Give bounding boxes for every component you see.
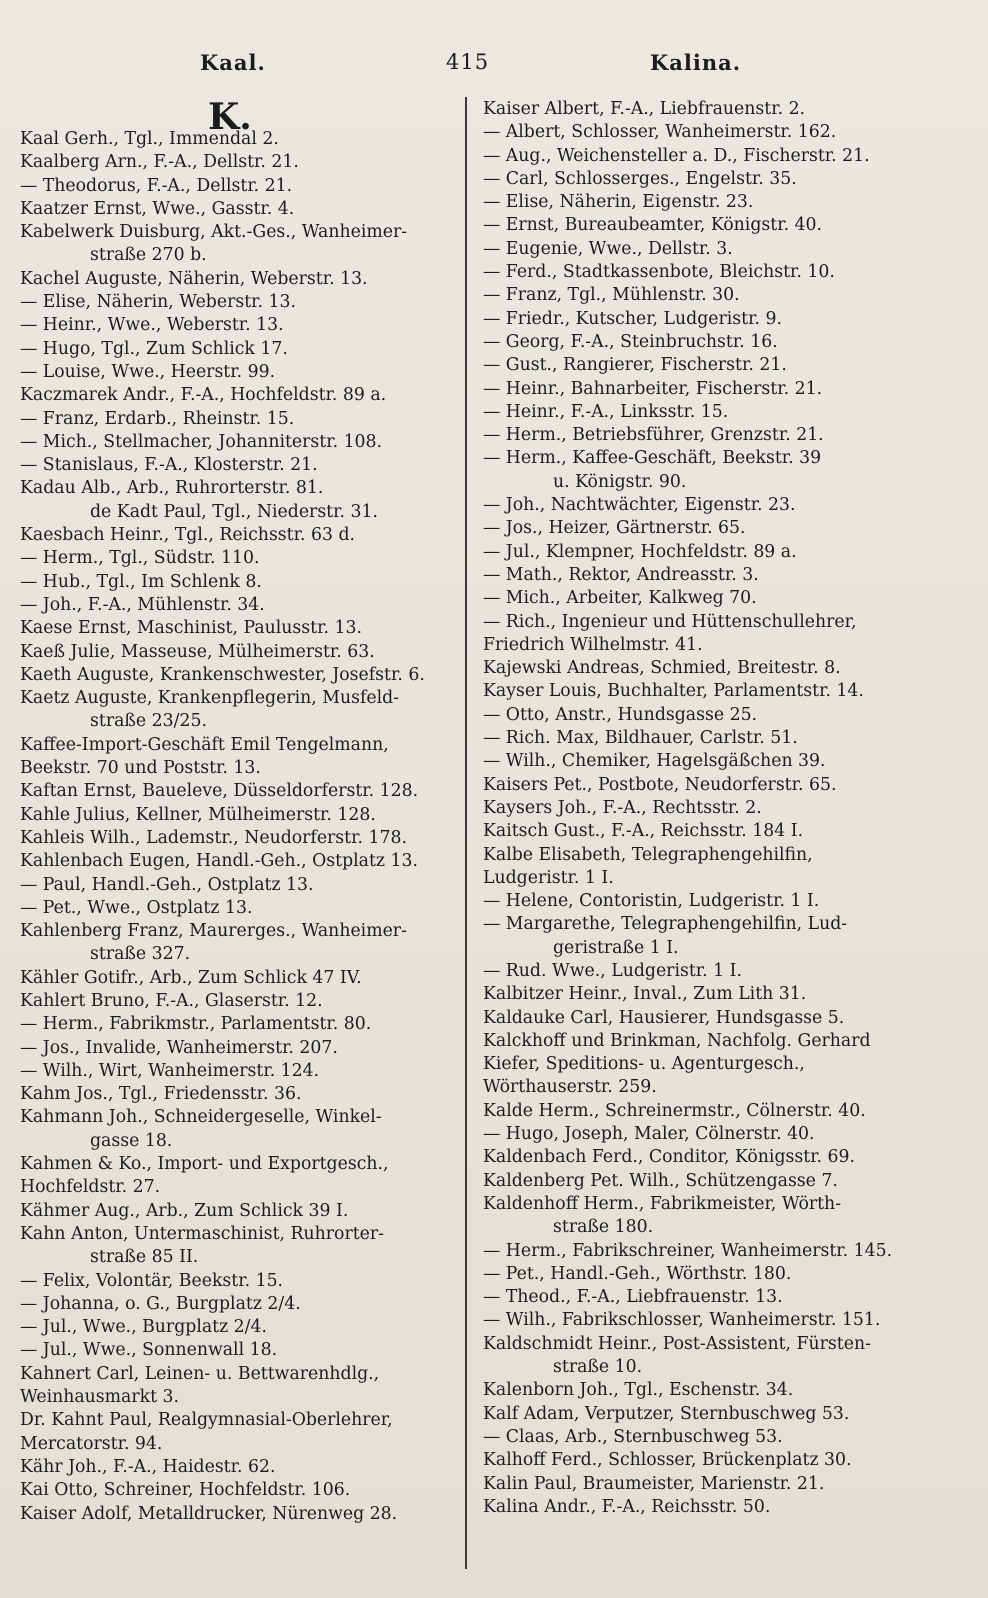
directory-line: — Gust., Rangierer, Fischerstr. 21. [483, 355, 787, 376]
directory-line: — Jos., Heizer, Gärtnerstr. 65. [483, 518, 746, 539]
directory-line: Kachel Auguste, Näherin, Weberstr. 13. [20, 268, 368, 289]
directory-line: u. Königstr. 90. [553, 471, 687, 492]
directory-line: — Felix, Volontär, Beekstr. 15. [20, 1270, 284, 1291]
directory-line: — Heinr., F.-A., Linksstr. 15. [483, 401, 729, 422]
directory-line: Kahn Anton, Untermaschinist, Ruhrorter- [20, 1223, 384, 1244]
directory-line: Kaffee-Import-Geschäft Emil Tengelmann, [20, 734, 389, 755]
directory-line: Wörthauserstr. 259. [483, 1077, 657, 1098]
directory-line: — Mich., Stellmacher, Johanniterstr. 108. [20, 431, 383, 452]
directory-line: Kalf Adam, Verputzer, Sternbuschweg 53. [483, 1403, 850, 1424]
directory-line: — Herm., Kaffee-Geschäft, Beekstr. 39 [483, 448, 822, 469]
right-column [483, 98, 969, 1519]
directory-line: Kaeth Auguste, Krankenschwester, Josefstr. 6. [20, 664, 425, 685]
directory-line: — Elise, Näherin, Weberstr. 13. [20, 292, 296, 313]
directory-line: — Albert, Schlosser, Wanheimerstr. 162. [483, 122, 837, 143]
directory-line: Kalin Paul, Braumeister, Marienstr. 21. [483, 1473, 825, 1494]
column-divider [465, 97, 467, 1569]
directory-line: Dr. Kahnt Paul, Realgymnasial-Oberlehrer, [20, 1410, 393, 1431]
directory-line: Kaesbach Heinr., Tgl., Reichsstr. 63 d. [20, 525, 356, 546]
directory-line: Weinhausmarkt 3. [20, 1387, 180, 1408]
directory-line: — Ferd., Stadtkassenbote, Bleichstr. 10. [483, 262, 835, 283]
directory-line: straße 270 b. [90, 245, 207, 266]
directory-line: straße 180. [553, 1217, 654, 1238]
directory-line: Kaisers Pet., Postbote, Neudorferstr. 65. [483, 774, 837, 795]
directory-line: — Rich. Max, Bildhauer, Carlstr. 51. [483, 728, 798, 749]
directory-line: Kalckhoff und Brinkman, Nachfolg. Gerhard [483, 1030, 871, 1051]
directory-line: — Paul, Handl.-Geh., Ostplatz 13. [20, 874, 314, 895]
directory-line: Kahlenberg Franz, Maurerges., Wanheimer- [20, 921, 407, 942]
directory-line: — Franz, Erdarb., Rheinstr. 15. [20, 408, 295, 429]
directory-line: — Pet., Handl.-Geh., Wörthstr. 180. [483, 1263, 792, 1284]
directory-line: gasse 18. [90, 1130, 173, 1151]
directory-line: — Friedr., Kutscher, Ludgeristr. 9. [483, 308, 782, 329]
directory-line: Kalbe Elisabeth, Telegraphengehilfin, [483, 844, 813, 865]
directory-line: — Jul., Wwe., Sonnenwall 18. [20, 1340, 278, 1361]
directory-line: Kadau Alb., Arb., Ruhrorterstr. 81. [20, 478, 324, 499]
directory-line: Kähmer Aug., Arb., Zum Schlick 39 I. [20, 1200, 349, 1221]
directory-line: Friedrich Wilhelmstr. 41. [483, 634, 703, 655]
directory-line: — Hugo, Joseph, Maler, Cölnerstr. 40. [483, 1124, 815, 1145]
directory-line: — Heinr., Wwe., Weberstr. 13. [20, 315, 284, 336]
directory-line: — Jul., Wwe., Burgplatz 2/4. [20, 1317, 267, 1338]
directory-line: — Jos., Invalide, Wanheimerstr. 207. [20, 1037, 338, 1058]
directory-line: Kahlenbach Eugen, Handl.-Geh., Ostplatz 13. [20, 851, 419, 872]
directory-line: — Pet., Wwe., Ostplatz 13. [20, 897, 253, 918]
directory-line: — Heinr., Bahnarbeiter, Fischerstr. 21. [483, 378, 823, 399]
directory-line: — Wilh., Wirt, Wanheimerstr. 124. [20, 1060, 320, 1081]
directory-line: Kaetz Auguste, Krankenpflegerin, Musfeld- [20, 688, 399, 709]
directory-line: Kiefer, Speditions- u. Agenturgesch., [483, 1054, 805, 1075]
directory-line: Kahnert Carl, Leinen- u. Bettwarenhdlg., [20, 1363, 380, 1384]
directory-line: Kahleis Wilh., Lademstr., Neudorferstr. 178. [20, 827, 407, 848]
directory-line: — Wilh., Chemiker, Hagelsgäßchen 39. [483, 751, 826, 772]
directory-line: Kaal Gerh., Tgl., Immendal 2. [20, 129, 279, 149]
directory-line: — Johanna, o. G., Burgplatz 2/4. [20, 1293, 301, 1314]
directory-line: Kaatzer Ernst, Wwe., Gasstr. 4. [20, 198, 295, 219]
directory-line: — Hub., Tgl., Im Schlenk 8. [20, 571, 262, 592]
left-column [20, 128, 456, 1526]
directory-line: Kahm Jos., Tgl., Friedensstr. 36. [20, 1084, 302, 1105]
directory-line: Kaldschmidt Heinr., Post-Assistent, Fürsten- [483, 1333, 871, 1354]
directory-line: — Joh., Nachtwächter, Eigenstr. 23. [483, 495, 796, 516]
directory-line: — Margarethe, Telegraphengehilfin, Lud- [483, 914, 848, 935]
directory-line: — Elise, Näherin, Eigenstr. 23. [483, 192, 754, 213]
directory-line: Kaitsch Gust., F.-A., Reichsstr. 184 I. [483, 821, 804, 842]
directory-line: — Herm., Fabrikmstr., Parlamentstr. 80. [20, 1014, 372, 1035]
directory-line: Kabelwerk Duisburg, Akt.-Ges., Wanheimer- [20, 222, 408, 243]
directory-line: — Herm., Betriebsführer, Grenzstr. 21. [483, 425, 824, 446]
directory-line: Kalenborn Joh., Tgl., Eschenstr. 34. [483, 1380, 794, 1401]
directory-line: Kai Otto, Schreiner, Hochfeldstr. 106. [20, 1480, 351, 1501]
directory-line: — Herm., Tgl., Südstr. 110. [20, 548, 260, 569]
running-head-left: Kaal. [200, 50, 266, 75]
directory-line: Kalina Andr., F.-A., Reichsstr. 50. [483, 1496, 771, 1517]
directory-line: — Georg, F.-A., Steinbruchstr. 16. [483, 331, 778, 352]
directory-line: Kaldenhoff Herm., Fabrikmeister, Wörth- [483, 1193, 842, 1214]
directory-line: — Math., Rektor, Andreasstr. 3. [483, 564, 759, 585]
directory-line: geristraße 1 I. [553, 937, 679, 958]
directory-line: Ludgeristr. 1 I. [483, 867, 614, 888]
directory-line: — Aug., Weichensteller a. D., Fischerstr. 21. [483, 145, 870, 166]
directory-line: Kaeß Julie, Masseuse, Mülheimerstr. 63. [20, 641, 375, 662]
page-number: 415 [446, 50, 490, 74]
directory-line: Kaldauke Carl, Hausierer, Hundsgasse 5. [483, 1007, 845, 1028]
directory-line: Kähr Joh., F.-A., Haidestr. 62. [20, 1456, 276, 1477]
directory-line: straße 23/25. [90, 711, 207, 732]
directory-line: Kaiser Albert, F.-A., Liebfrauenstr. 2. [483, 99, 806, 119]
directory-line: de Kadt Paul, Tgl., Niederstr. 31. [90, 501, 378, 522]
directory-line: — Hugo, Tgl., Zum Schlick 17. [20, 338, 288, 359]
directory-line: straße 10. [553, 1357, 643, 1378]
directory-line: Kaldenberg Pet. Wilh., Schützengasse 7. [483, 1170, 838, 1191]
directory-line: — Wilh., Fabrikschlosser, Wanheimerstr. 151. [483, 1310, 881, 1331]
directory-line: Kayser Louis, Buchhalter, Parlamentstr. 14. [483, 681, 864, 702]
directory-line: — Carl, Schlosserges., Engelstr. 35. [483, 168, 797, 189]
directory-line: Kalhoff Ferd., Schlosser, Brückenplatz 30. [483, 1450, 852, 1471]
directory-line: Mercatorstr. 94. [20, 1433, 163, 1454]
directory-line: — Franz, Tgl., Mühlenstr. 30. [483, 285, 740, 306]
directory-line: — Helene, Contoristin, Ludgeristr. 1 I. [483, 891, 820, 912]
directory-line: — Otto, Anstr., Hundsgasse 25. [483, 704, 758, 725]
directory-line: — Theodorus, F.-A., Dellstr. 21. [20, 175, 293, 196]
directory-line: Kahmen & Ko., Import- und Exportgesch., [20, 1154, 389, 1175]
directory-line: Kahlert Bruno, F.-A., Glaserstr. 12. [20, 990, 323, 1011]
directory-line: Kaalberg Arn., F.-A., Dellstr. 21. [20, 152, 299, 173]
directory-line: Kahmann Joh., Schneidergeselle, Winkel- [20, 1107, 382, 1128]
directory-line: Kaldenbach Ferd., Conditor, Königsstr. 69. [483, 1147, 856, 1168]
directory-line: — Ernst, Bureaubeamter, Königstr. 40. [483, 215, 823, 236]
directory-line: — Jul., Klempner, Hochfeldstr. 89 a. [483, 541, 797, 562]
directory-line: — Louise, Wwe., Heerstr. 99. [20, 361, 276, 382]
directory-line: — Mich., Arbeiter, Kalkweg 70. [483, 588, 757, 609]
directory-line: Kajewski Andreas, Schmied, Breitestr. 8. [483, 658, 841, 679]
directory-line: Kaiser Adolf, Metalldrucker, Nürenweg 28. [20, 1503, 398, 1524]
directory-line: Kaese Ernst, Maschinist, Paulusstr. 13. [20, 618, 362, 639]
directory-line: Kaczmarek Andr., F.-A., Hochfeldstr. 89 a. [20, 385, 387, 406]
directory-line: — Rich., Ingenieur und Hüttenschullehrer, [483, 611, 857, 632]
running-head-right: Kalina. [650, 50, 741, 75]
directory-line: — Joh., F.-A., Mühlenstr. 34. [20, 594, 265, 615]
directory-line: — Herm., Fabrikschreiner, Wanheimerstr. 145. [483, 1240, 893, 1261]
directory-line: Kalde Herm., Schreinermstr., Cölnerstr. 40. [483, 1100, 866, 1121]
directory-line: Beekstr. 70 und Poststr. 13. [20, 758, 261, 779]
directory-line: — Stanislaus, F.-A., Klosterstr. 21. [20, 455, 318, 476]
directory-line: straße 327. [90, 944, 191, 965]
directory-line: — Rud. Wwe., Ludgeristr. 1 I. [483, 960, 742, 981]
directory-line: Hochfeldstr. 27. [20, 1177, 161, 1198]
section-letter: K. [208, 96, 252, 138]
directory-line: Kahle Julius, Kellner, Mülheimerstr. 128. [20, 804, 376, 825]
directory-line: Kalbitzer Heinr., Inval., Zum Lith 31. [483, 984, 807, 1005]
directory-line: — Claas, Arb., Sternbuschweg 53. [483, 1426, 783, 1447]
directory-line: straße 85 II. [90, 1247, 199, 1268]
directory-line: Kaftan Ernst, Baueleve, Düsseldorferstr. 128. [20, 781, 419, 802]
directory-line: Kähler Gotifr., Arb., Zum Schlick 47 IV. [20, 967, 362, 988]
directory-line: — Theod., F.-A., Liebfrauenstr. 13. [483, 1287, 783, 1308]
directory-line: Kaysers Joh., F.-A., Rechtsstr. 2. [483, 797, 762, 818]
directory-line: — Eugenie, Wwe., Dellstr. 3. [483, 238, 733, 259]
